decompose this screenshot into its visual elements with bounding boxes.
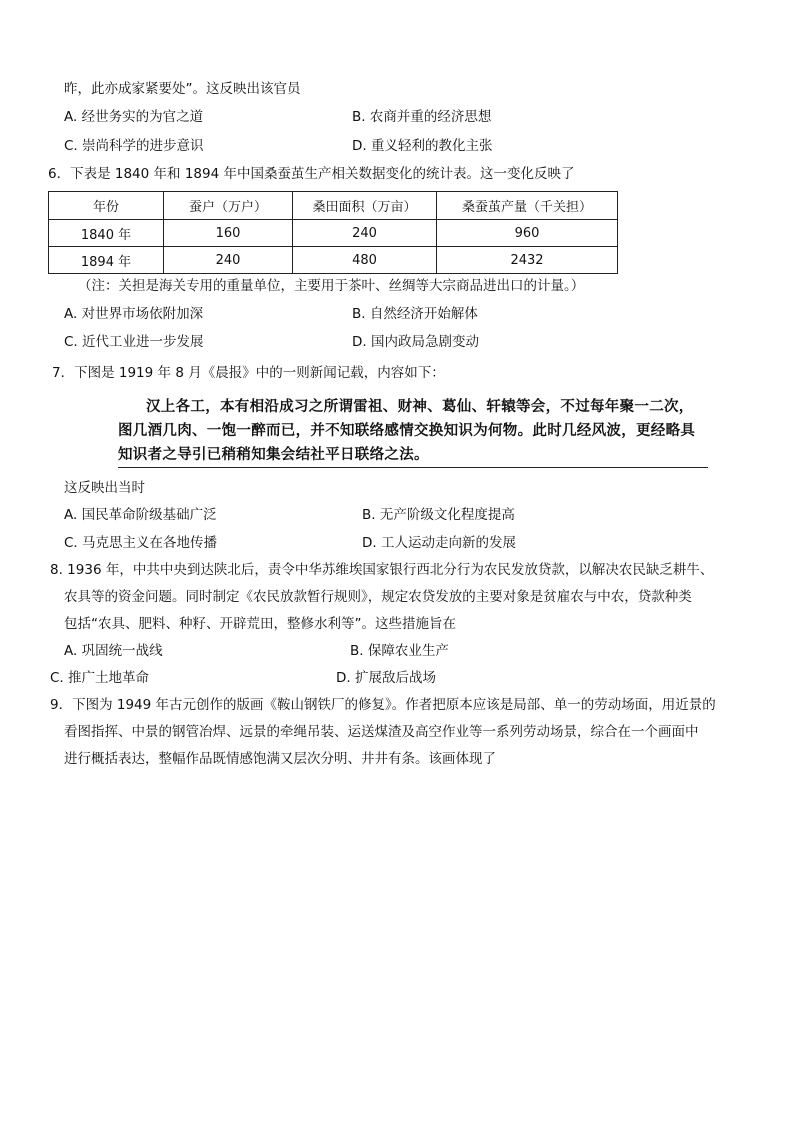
q7-option-a: A. 国民革命阶级基础广泛 <box>64 507 217 523</box>
table-header-cell: 桑田面积（万亩） <box>293 192 437 220</box>
table-cell: 240 <box>293 220 437 247</box>
table-cell: 240 <box>164 247 293 274</box>
quote-line: 知识者之导引已稍稍知集会结社平日联络之法。 <box>118 446 429 463</box>
q7-stem: 7．下图是 1919 年 8 月《晨报》中的一则新闻记载，内容如下： <box>52 365 445 381</box>
table-header-cell: 桑蚕茧产量（千关担） <box>437 192 618 220</box>
table-cell: 160 <box>164 220 293 247</box>
q5-option-c: C. 崇尚科学的进步意识 <box>64 138 204 154</box>
table-header-row <box>49 192 618 220</box>
table-cell: 960 <box>437 220 618 247</box>
q8-stem-line-3: 包括“农具、肥料、种籽、开辟荒田，整修水利等”。这些措施旨在 <box>64 616 456 632</box>
table-cell: 1894 年 <box>49 247 164 274</box>
q5-option-a: A. 经世务实的为官之道 <box>64 109 204 125</box>
q5-option-d: D. 重义轻利的教化主张 <box>352 138 493 154</box>
q7-after-text: 这反映出当时 <box>64 480 145 496</box>
q7-option-c: C. 马克思主义在各地传播 <box>64 535 218 551</box>
table-header-cell: 蚕户（万户） <box>164 192 293 220</box>
table-row <box>49 220 618 247</box>
q6-option-c: C. 近代工业进一步发展 <box>64 334 204 350</box>
q6-note: （注：关担是海关专用的重量单位，主要用于茶叶、丝绸等大宗商品进出口的计量。） <box>78 278 585 294</box>
quote-line: 图几酒几肉、一饱一醉而已，并不知联络感情交换知识为何物。此时几经风波，更经略具 <box>118 422 696 439</box>
q7-newspaper-quote <box>118 395 708 467</box>
q6-option-d: D. 国内政局急剧变动 <box>352 334 479 350</box>
q8-option-b: B. 保障农业生产 <box>350 643 449 659</box>
q5-option-b: B. 农商并重的经济思想 <box>352 109 492 125</box>
q8-option-c: C. 推广土地革命 <box>50 670 150 686</box>
q8-stem-line-2: 农具等的资金问题。同时制定《农民放款暂行规则》，规定农贷发放的主要对象是贫雇农与中农，贷款种类 <box>64 589 692 605</box>
table-row <box>49 247 618 274</box>
quote-underline-divider <box>118 467 708 468</box>
q5-stem-continuation: 昨，此亦成家紧要处”。这反映出该官员 <box>64 81 301 97</box>
q9-stem-line-3: 进行概括表达，整幅作品既情感饱满又层次分明、井井有条。该画体现了 <box>64 751 496 767</box>
q8-stem-line-1: 8. 1936 年，中共中央到达陕北后，责令中华苏维埃国家银行西北分行为农民发放贷款，以解决农民缺乏耕牛、 <box>50 562 714 578</box>
quote-line: 汉上各工，本有相沿成习之所谓雷祖、财神、葛仙、轩辕等会，不过每年聚一二次， <box>146 398 694 415</box>
table-cell: 1840 年 <box>49 220 164 247</box>
q7-option-b: B. 无产阶级文化程度提高 <box>362 507 515 523</box>
q8-option-a: A. 巩固统一战线 <box>64 643 163 659</box>
q6-stem: 6．下表是 1840 年和 1894 年中国桑蚕茧生产相关数据变化的统计表。这一变化反映了 <box>48 166 575 182</box>
q6-option-b: B. 自然经济开始解体 <box>352 306 478 322</box>
q6-option-a: A. 对世界市场依附加深 <box>64 306 204 322</box>
table-cell: 480 <box>293 247 437 274</box>
q8-option-d: D. 扩展敌后战场 <box>336 670 436 686</box>
q9-stem-line-2: 看图指挥、中景的钢管冶焊、远景的牵绳吊装、运送煤渣及高空作业等一系列劳动场景，综合在一个画面中 <box>64 724 699 740</box>
q7-option-d: D. 工人运动走向新的发展 <box>362 535 516 551</box>
q9-stem-line-1: 9．下图为 1949 年古元创作的版画《鞍山钢铁厂的修复》。作者把原本应该是局部、单一的劳动场面，用近景的 <box>50 697 716 713</box>
table-header-cell: 年份 <box>49 192 164 220</box>
table-cell: 2432 <box>437 247 618 274</box>
q6-data-table <box>48 191 618 274</box>
